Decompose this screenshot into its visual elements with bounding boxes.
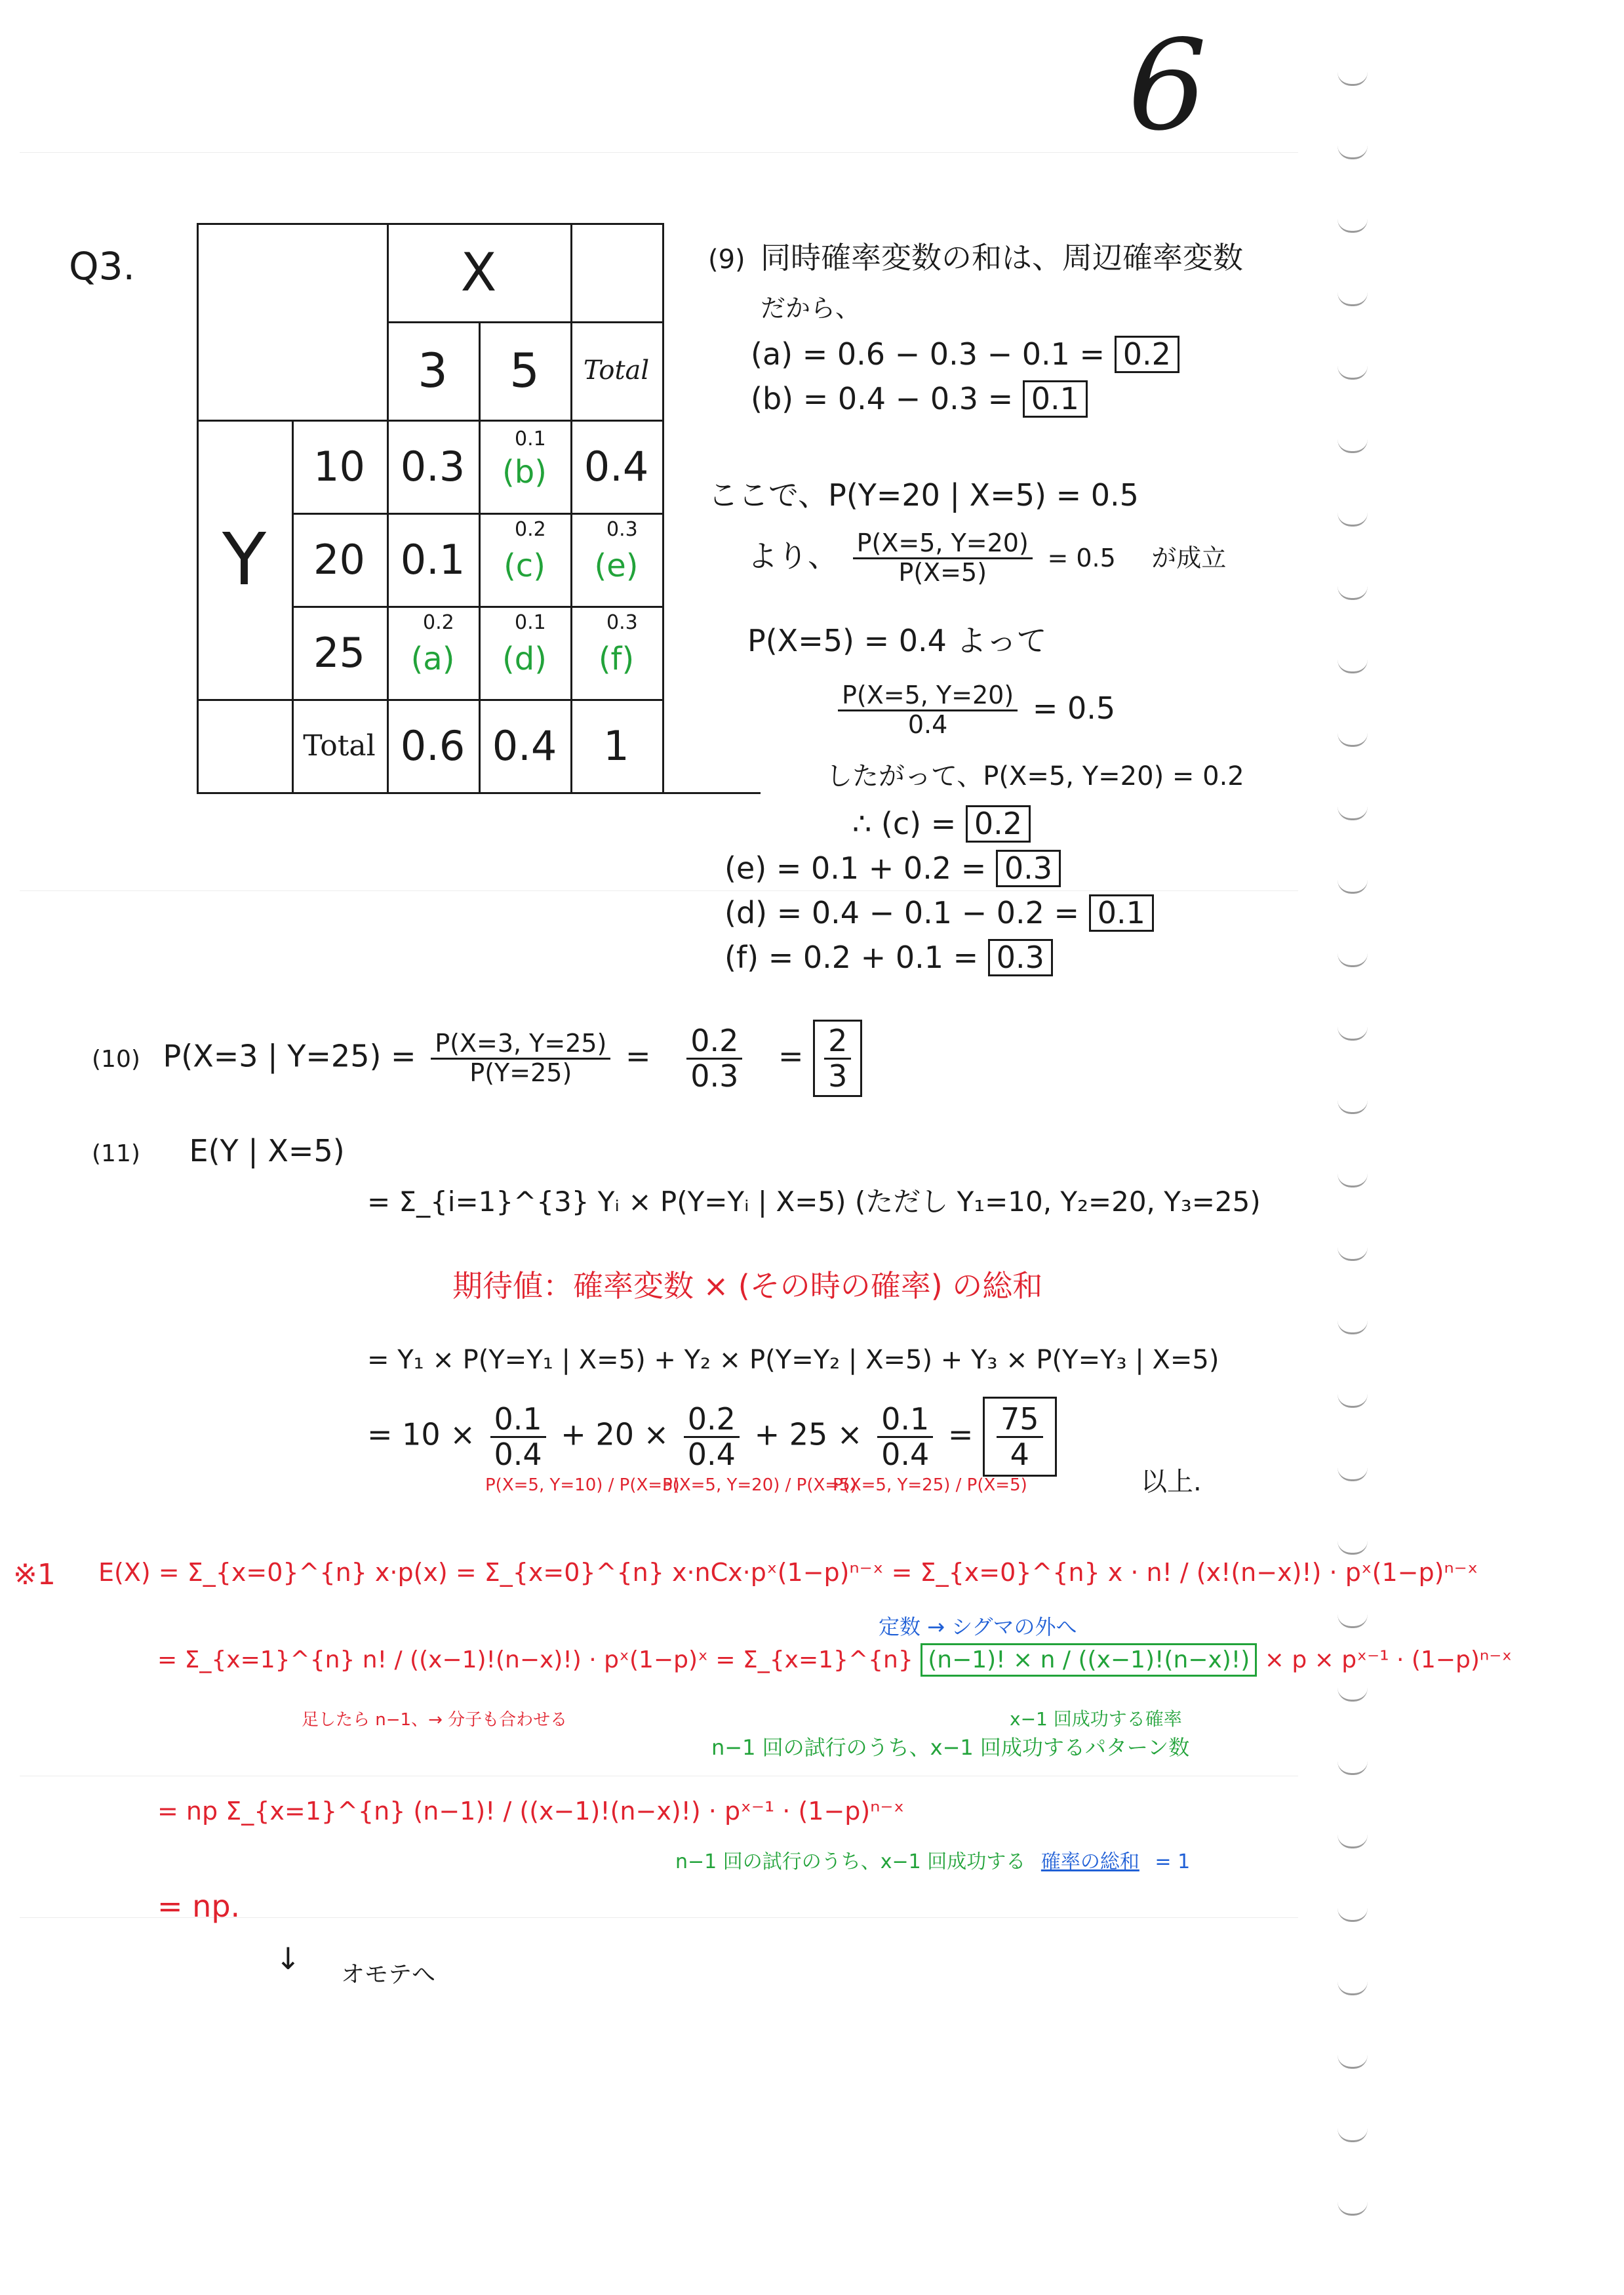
part11-t2-den: 0.4 <box>687 1436 736 1472</box>
binder-ring <box>1337 1688 1368 1702</box>
part11-end: 以上. <box>1141 1467 1202 1497</box>
part9-here: ここで、P(Y=20 | X=5) = 0.5 <box>708 477 1139 513</box>
x-value-total: Total <box>583 355 650 386</box>
binomial-line2-right: × p × pˣ⁻¹ · (1−p)ⁿ⁻ˣ <box>1264 1646 1513 1673</box>
y-value-20: 20 <box>313 535 365 584</box>
binder-ring <box>1337 953 1368 967</box>
part11-calc <box>367 1397 1057 1477</box>
binder-ring <box>1337 1541 1368 1555</box>
part11-sum-line: = Σ_{i=1}^{3} Yᵢ × P(Y=Yᵢ | X=5) (ただし Y₁=10, Y₂=20, Y₃=25) <box>367 1186 1261 1218</box>
binder-ring <box>1337 1174 1368 1187</box>
part11-header <box>92 1133 345 1169</box>
part10-frac <box>431 1030 610 1087</box>
part10-ans-den: 3 <box>828 1058 848 1094</box>
binder-ring <box>1337 219 1368 233</box>
cell-5-10: (b) <box>502 454 547 490</box>
part9-d: (d) = 0.4 − 0.1 − 0.2 = <box>724 895 1080 930</box>
part11-ans-den: 4 <box>1010 1436 1029 1472</box>
part9-frac2-den: 0.4 <box>907 709 948 739</box>
binomial-arrow: ↓ <box>275 1941 301 1976</box>
binomial-line2-box: (n−1)! × n / ((x−1)!(n−x)!) <box>921 1643 1257 1677</box>
cell-5-25: (d) <box>502 641 547 677</box>
binomial-to-front: オモテへ <box>341 1961 436 1988</box>
x-header: X <box>460 241 497 303</box>
part9-frac2 <box>838 682 1018 739</box>
probability-table <box>197 223 682 793</box>
binder-ring <box>1337 733 1368 747</box>
part11-term2 <box>684 1403 740 1471</box>
part11-label: (11) <box>92 1140 140 1167</box>
binder-ring <box>1337 1247 1368 1261</box>
part9-frac1-tail: = 0.5 <box>1047 543 1116 572</box>
binomial-note-eq1: = 1 <box>1155 1850 1191 1873</box>
binder-ring <box>1337 2128 1368 2142</box>
note-total-25: 0.3 <box>606 611 638 634</box>
page-number: 6 <box>1128 13 1207 158</box>
note-5-10: 0.1 <box>515 428 546 450</box>
binder-ring <box>1337 146 1368 159</box>
part9-c: ∴ (c) = <box>852 806 957 841</box>
question-label: Q3. <box>69 244 135 289</box>
note-3-25: 0.2 <box>423 611 454 634</box>
part9-f-line <box>724 939 1053 976</box>
part9-shitagatte: したがって、P(X=5, Y=20) = 0.2 <box>826 761 1244 791</box>
part11-t1-num: 0.1 <box>490 1403 546 1438</box>
binomial-note-green2: n−1 回の試行のうち、x−1 回成功するパターン数 <box>711 1735 1190 1760</box>
y-header: Y <box>222 517 267 601</box>
binder-ring <box>1337 807 1368 820</box>
part11-expand: = Y₁ × P(Y=Y₁ | X=5) + Y₂ × P(Y=Y₂ | X=5) + Y₃ × P(Y=Y₃ | X=5) <box>367 1345 1219 1375</box>
total-row-label: Total <box>303 728 376 763</box>
part9-frac1-den: P(X=5) <box>898 557 987 587</box>
part10-num2: 0.2 <box>686 1024 742 1060</box>
binomial-line1: E(X) = Σ_{x=0}^{n} x·p(x) = Σ_{x=0}^{n} x·nCx·pˣ(1−p)ⁿ⁻ˣ = Σ_{x=0}^{n} x · n! / (x!(n−x)!) · pˣ(1−p)ⁿ⁻ˣ <box>98 1558 1478 1587</box>
binder-ring <box>1337 292 1368 306</box>
part9-f: (f) = 0.2 + 0.1 = <box>724 940 979 975</box>
part-10 <box>92 1020 862 1097</box>
part11-calc-lead: = 10 × <box>367 1416 475 1452</box>
part9-seiritsu: が成立 <box>1151 543 1227 572</box>
binder-ring <box>1337 1321 1368 1334</box>
y-value-10: 10 <box>313 442 365 490</box>
note-5-20: 0.2 <box>515 518 546 541</box>
total-5: 0.4 <box>492 721 557 770</box>
binder-ring <box>1337 2055 1368 2069</box>
part9-c-line <box>852 805 1031 843</box>
binomial-note-green3: n−1 回の試行のうち、x−1 回成功する <box>675 1850 1026 1873</box>
binder-ring <box>1337 586 1368 600</box>
part10-answer <box>813 1020 862 1097</box>
binder-ring <box>1337 2202 1368 2216</box>
part11-answer <box>983 1397 1057 1477</box>
part9-a-line <box>751 336 1179 373</box>
part9-label: (9) <box>708 245 745 275</box>
x-value-3: 3 <box>418 343 448 398</box>
binder-ring <box>1337 660 1368 673</box>
binder-ring <box>1337 880 1368 894</box>
part11-t1-den: 0.4 <box>494 1436 542 1472</box>
binomial-line2 <box>157 1646 1512 1674</box>
part9-frac2-line <box>833 682 1115 739</box>
binder-ring <box>1337 1761 1368 1775</box>
part11-term1 <box>490 1403 546 1471</box>
total-3: 0.6 <box>400 721 465 770</box>
binomial-note-green1: x−1 回成功する確率 <box>1010 1708 1182 1730</box>
part10-den: P(Y=25) <box>469 1058 572 1087</box>
part11-t3-num: 0.1 <box>877 1403 933 1438</box>
part9-f-answer: 0.3 <box>988 939 1053 976</box>
part10-eq: = <box>625 1038 651 1074</box>
cell-3-20: 0.1 <box>400 535 465 584</box>
part10-eq2: = <box>778 1038 804 1074</box>
part11-eq: = <box>947 1416 974 1452</box>
part10-label: (10) <box>92 1045 140 1073</box>
binomial-note-blue2: 確率の総和 <box>1040 1850 1139 1873</box>
part9-px5: P(X=5) = 0.4 よって <box>747 623 1047 658</box>
note-5-25: 0.1 <box>515 611 546 634</box>
binder-ring <box>1337 1614 1368 1628</box>
binder-ring <box>1337 1835 1368 1848</box>
binomial-mark: ※1 <box>13 1558 56 1591</box>
binder-ring <box>1337 366 1368 380</box>
part11-plus2: + 20 × <box>561 1416 669 1452</box>
binder-ring <box>1337 1100 1368 1114</box>
part11-red1: P(X=5, Y=10) / P(X=5) <box>485 1475 680 1495</box>
cell-3-25: (a) <box>410 641 455 677</box>
part10-frac2 <box>686 1024 742 1092</box>
part9-line1: 同時確率変数の和は、周辺確率変数 <box>761 240 1243 275</box>
part9-b: (b) = 0.4 − 0.3 = <box>751 381 1014 416</box>
binder-ring <box>1337 1467 1368 1481</box>
cell-total-25: (f) <box>598 641 635 677</box>
total-all: 1 <box>603 721 629 770</box>
part9-frac2-num: P(X=5, Y=20) <box>838 682 1018 711</box>
part9-b-line <box>751 380 1088 418</box>
part9-a-answer: 0.2 <box>1115 336 1179 373</box>
part9-e-line <box>724 850 1061 887</box>
part9-d-answer: 0.1 <box>1089 894 1154 932</box>
part9-e-answer: 0.3 <box>996 850 1061 887</box>
part9-c-answer: 0.2 <box>966 805 1031 843</box>
part9-a: (a) = 0.6 − 0.3 − 0.1 = <box>751 336 1105 372</box>
binomial-line4: = np. <box>157 1888 241 1924</box>
part11-term3 <box>877 1403 933 1471</box>
binomial-line2-left: = Σ_{x=1}^{n} n! / ((x−1)!(n−x)!) · pˣ(1−p)ˣ = Σ_{x=1}^{n} <box>157 1646 913 1673</box>
part9-yori: より、 <box>747 538 838 574</box>
binder-ring <box>1337 439 1368 453</box>
note-total-20: 0.3 <box>606 518 638 541</box>
part11-plus3: + 25 × <box>754 1416 863 1452</box>
cell-3-10: 0.3 <box>400 442 465 490</box>
binomial-line3: = np Σ_{x=1}^{n} (n−1)! / ((x−1)!(n−x)!) · pˣ⁻¹ · (1−p)ⁿ⁻ˣ <box>157 1797 905 1826</box>
binder-ring <box>1337 72 1368 86</box>
part11-red2: P(X=5, Y=20) / P(X=5) <box>662 1475 857 1495</box>
part11-note-red: 期待値：確率変数 × (その時の確率) の総和 <box>452 1268 1043 1304</box>
cell-5-20: (c) <box>504 548 545 584</box>
y-value-25: 25 <box>313 628 365 677</box>
binder-ring <box>1337 1394 1368 1408</box>
part10-num: P(X=3, Y=25) <box>431 1030 610 1060</box>
part11-lhs: E(Y | X=5) <box>189 1133 345 1168</box>
part9-frac1 <box>853 530 1033 587</box>
part10-lhs: P(X=3 | Y=25) = <box>163 1038 416 1074</box>
binomial-note-blue: 定数 → シグマの外へ <box>879 1614 1077 1639</box>
binder-ring <box>1337 513 1368 527</box>
part9-d-line <box>724 894 1154 932</box>
binder-ring <box>1337 1027 1368 1041</box>
binomial-note-red: 足したら n−1、→ 分子も合わせる <box>302 1710 568 1730</box>
binder-ring <box>1337 1908 1368 1922</box>
part9-frac2-tail: = 0.5 <box>1032 690 1116 726</box>
part11-t2-num: 0.2 <box>684 1403 740 1438</box>
part9-yori-line <box>747 530 1226 587</box>
part10-den2: 0.3 <box>690 1058 739 1094</box>
part9-line2: だから、 <box>761 294 861 323</box>
part9-b-answer: 0.1 <box>1023 380 1088 418</box>
binder-ring <box>1337 1982 1368 1995</box>
part10-ans-num: 2 <box>824 1024 851 1060</box>
part11-t3-den: 0.4 <box>881 1436 930 1472</box>
binomial-note-line <box>675 1845 1190 1874</box>
cell-total-10: 0.4 <box>584 442 649 490</box>
part11-red3: P(X=5, Y=25) / P(X=5) <box>833 1475 1027 1495</box>
cell-total-20: (e) <box>594 548 639 584</box>
part9-frac1-num: P(X=5, Y=20) <box>853 530 1033 559</box>
x-value-5: 5 <box>509 343 540 398</box>
part11-ans-num: 75 <box>997 1403 1043 1438</box>
part9-e: (e) = 0.1 + 0.2 = <box>724 850 987 886</box>
